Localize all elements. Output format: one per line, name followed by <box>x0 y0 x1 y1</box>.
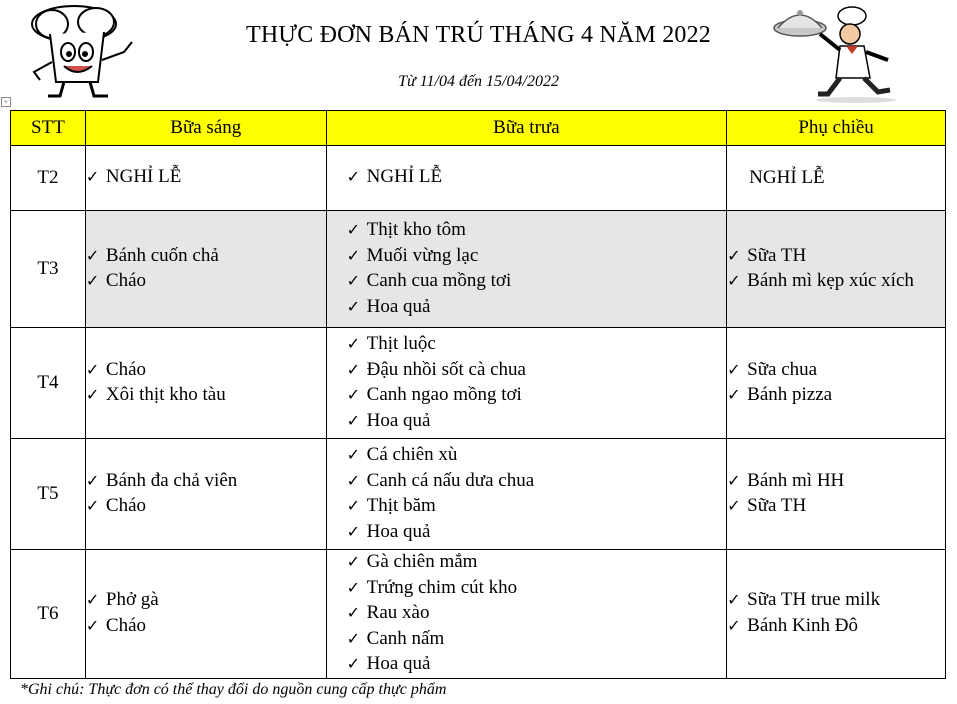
list-item: ✓ Sữa TH true milk <box>727 588 945 614</box>
list-item: ✓ Thịt kho tôm <box>347 218 727 244</box>
list-item: ✓ NGHỈ LỄ <box>347 165 727 191</box>
day-cell: T2 <box>11 146 86 211</box>
list-item: ✓ Hoa quả <box>347 520 727 546</box>
check-icon: ✓ <box>727 273 741 290</box>
list-item: ✓ Canh nấm <box>347 627 727 653</box>
check-icon: ✓ <box>346 605 361 622</box>
table-row <box>11 211 946 328</box>
check-icon: ✓ <box>346 387 361 404</box>
list-item: ✓ Cá chiên xù <box>347 443 727 469</box>
check-icon: ✓ <box>727 247 741 265</box>
check-icon: ✓ <box>85 273 100 290</box>
list-item: ✓ Bánh cuốn chả <box>86 244 326 270</box>
table-row <box>11 328 946 439</box>
list-item: ✓ Xôi thịt kho tàu <box>86 383 326 409</box>
snack-cell <box>727 550 946 679</box>
header-breakfast: Bữa sáng <box>85 111 326 146</box>
list-item: ✓ Phở gà <box>86 588 326 614</box>
lunch-cell <box>326 211 727 328</box>
list-item: ✓ Hoa quả <box>347 295 727 321</box>
table-row <box>11 550 946 679</box>
table-header-row <box>11 111 946 146</box>
header-snack: Phụ chiều <box>727 111 946 146</box>
lunch-cell <box>326 439 727 550</box>
list-item: ✓ Thịt luộc <box>347 332 727 358</box>
list-item: ✓ Bánh mì kẹp xúc xích <box>727 269 945 295</box>
list-item: ✓ Trứng chim cút kho <box>347 576 727 602</box>
list-item: ✓ Thịt băm <box>347 494 727 520</box>
check-icon: ✓ <box>346 656 361 673</box>
check-icon: ✓ <box>346 273 361 290</box>
list-item: ✓ Hoa quả <box>347 652 727 678</box>
check-icon: ✓ <box>346 579 361 597</box>
check-icon: ✓ <box>346 554 361 571</box>
list-item: ✓ Cháo <box>86 614 326 640</box>
lunch-cell <box>326 550 727 679</box>
check-icon: ✓ <box>346 298 361 316</box>
check-icon: ✓ <box>85 247 100 265</box>
date-range: Từ 11/04 đến 15/04/2022 <box>398 73 559 90</box>
check-icon: ✓ <box>85 169 100 187</box>
breakfast-cell <box>85 439 326 550</box>
list-item: ✓ Cháo <box>86 358 326 384</box>
check-icon: ✓ <box>727 472 741 490</box>
snack-cell <box>727 439 946 550</box>
day-cell: T5 <box>11 439 86 550</box>
list-item: ✓ Canh ngao mồng tơi <box>347 383 727 409</box>
snack-cell <box>727 146 946 211</box>
list-item: ✓ NGHỈ LỄ <box>86 165 326 191</box>
check-icon: ✓ <box>85 498 100 515</box>
check-icon: ✓ <box>85 617 100 635</box>
list-item: ✓ Cháo <box>86 494 326 520</box>
check-icon: ✓ <box>85 592 100 610</box>
list-item: ✓ Bánh pizza <box>727 383 945 409</box>
check-icon: ✓ <box>346 247 361 265</box>
check-icon: ✓ <box>346 412 361 430</box>
check-icon: ✓ <box>346 447 361 464</box>
check-icon: ✓ <box>346 169 361 187</box>
check-icon: ✓ <box>727 592 741 610</box>
snack-plain-text: NGHỈ LỄ <box>749 167 825 188</box>
footnote: *Ghi chú: Thực đơn có thể thay đổi do nguồn cung cấp thực phẩm <box>20 681 447 698</box>
list-item: ✓ Bánh mì HH <box>727 469 945 495</box>
check-icon: ✓ <box>346 498 361 515</box>
menu-table <box>10 110 946 679</box>
list-item: ✓ Gà chiên mắm <box>347 550 727 576</box>
list-item: ✓ Đậu nhồi sốt cà chua <box>347 358 727 384</box>
check-icon: ✓ <box>85 472 100 490</box>
lunch-cell <box>326 328 727 439</box>
list-item: ✓ Cháo <box>86 269 326 295</box>
list-item: ✓ Canh cá nấu dưa chua <box>347 469 727 495</box>
header-stt: STT <box>11 111 86 146</box>
snack-cell <box>727 211 946 328</box>
list-item: ✓ Muối vừng lạc <box>347 244 727 270</box>
check-icon: ✓ <box>727 498 741 515</box>
day-cell: T4 <box>11 328 86 439</box>
table-move-handle[interactable]: + <box>1 97 11 107</box>
check-icon: ✓ <box>85 361 100 379</box>
lunch-cell <box>326 146 727 211</box>
snack-cell <box>727 328 946 439</box>
list-item: ✓ Sữa chua <box>727 358 945 384</box>
check-icon: ✓ <box>85 387 100 404</box>
check-icon: ✓ <box>727 617 741 635</box>
check-icon: ✓ <box>346 222 361 239</box>
chef-waiter-icon <box>770 4 905 104</box>
list-item: ✓ Bánh Kinh Đô <box>727 614 945 640</box>
day-cell: T6 <box>11 550 86 679</box>
list-item: ✓ Rau xào <box>347 601 727 627</box>
breakfast-cell <box>85 146 326 211</box>
day-cell: T3 <box>11 211 86 328</box>
list-item: ✓ Canh cua mồng tơi <box>347 269 727 295</box>
check-icon: ✓ <box>727 361 741 379</box>
check-icon: ✓ <box>346 630 361 648</box>
check-icon: ✓ <box>346 472 361 490</box>
check-icon: ✓ <box>727 387 741 404</box>
list-item: ✓ Bánh đa chả viên <box>86 469 326 495</box>
check-icon: ✓ <box>346 523 361 541</box>
list-item: ✓ Sữa TH <box>727 494 945 520</box>
breakfast-cell <box>85 328 326 439</box>
breakfast-cell <box>85 211 326 328</box>
list-item: ✓ Sữa TH <box>727 244 945 270</box>
list-item: ✓ Hoa quả <box>347 409 727 435</box>
header-lunch: Bữa trưa <box>326 111 727 146</box>
table-row <box>11 439 946 550</box>
check-icon: ✓ <box>346 361 361 379</box>
table-row <box>11 146 946 211</box>
breakfast-cell <box>85 550 326 679</box>
page-title: THỰC ĐƠN BÁN TRÚ THÁNG 4 NĂM 2022 <box>245 22 711 48</box>
check-icon: ✓ <box>346 336 361 353</box>
